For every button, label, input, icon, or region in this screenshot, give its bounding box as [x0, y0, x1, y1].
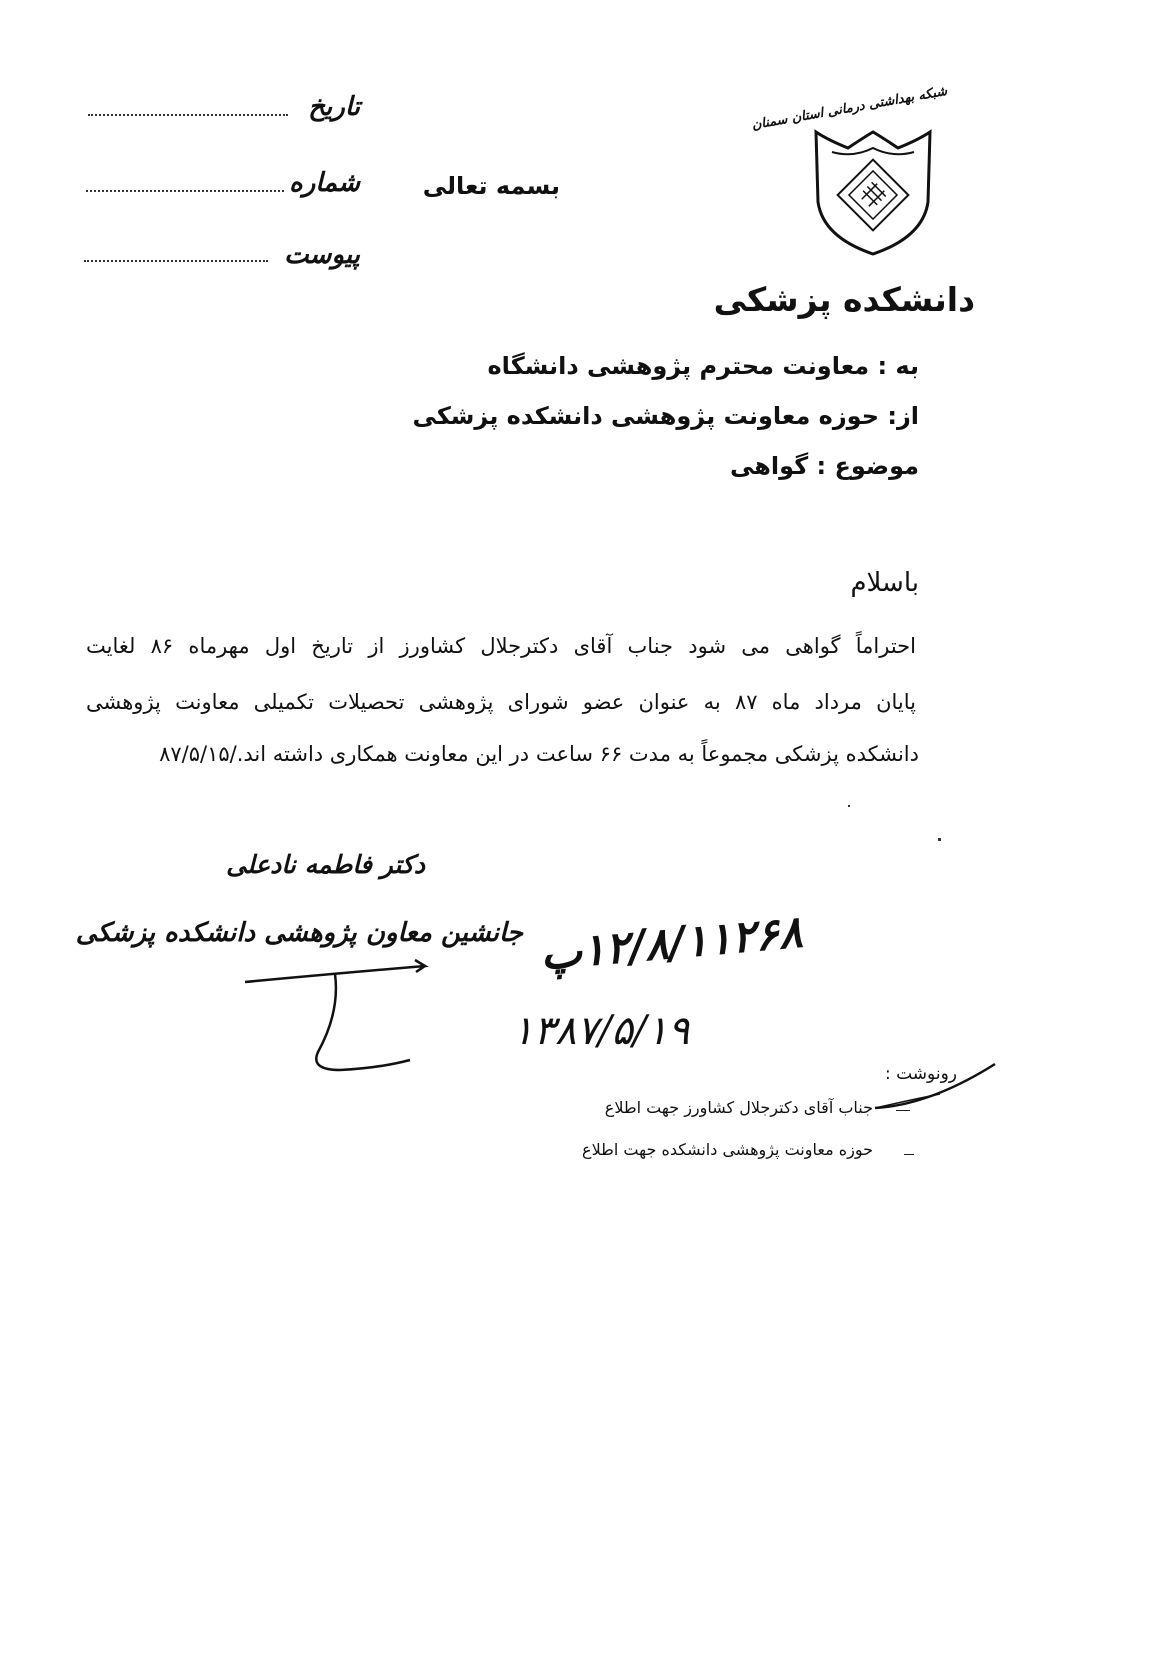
cc-pen-stroke	[870, 1060, 1000, 1120]
body-line-1: احتراماً گواهی می شود جناب آقای دکترجلال کشاورز از تاریخ اول مهرماه ۸۶ لغایت	[86, 634, 916, 658]
handwritten-signature	[240, 952, 460, 1082]
basmala: بسمه تعالی	[422, 172, 560, 200]
signer-title: جانشین معاون پژوهشی دانشکده پزشکی	[75, 918, 523, 948]
cc-item-2: حوزه معاونت پژوهشی دانشکده جهت اطلاع	[582, 1140, 873, 1159]
cc-label: رونوشت :	[884, 1064, 957, 1084]
number-label: شماره	[289, 168, 360, 198]
body-line-2: پایان مرداد ماه ۸۷ به عنوان عضو شورای پژوهشی تحصیلات تکمیلی معاونت پژوهشی	[86, 690, 916, 714]
signer-name: دکتر فاطمه نادعلی	[226, 850, 425, 879]
cc-bullet-2	[904, 1154, 914, 1155]
attachment-label: پیوست	[284, 240, 360, 270]
attachment-field	[84, 260, 268, 262]
scan-speck	[938, 838, 941, 841]
sender-line: از: حوزه معاونت پژوهشی دانشکده پزشکی	[412, 402, 919, 430]
greeting: باسلام	[850, 568, 919, 598]
number-field	[86, 190, 284, 192]
subject-line: موضوع : گواهی	[730, 452, 919, 480]
faculty-title: دانشکده پزشکی	[713, 280, 975, 319]
cc-bullet-1	[896, 1110, 910, 1111]
recipient-line: به : معاونت محترم پژوهشی دانشگاه	[487, 352, 919, 380]
registration-number: ۱۲/۸/۱۱۲۶۸پ	[538, 906, 805, 981]
date-field	[88, 114, 288, 116]
body-line-3: دانشکده پزشکی مجموعاً به مدت ۶۶ ساعت در این معاونت همکاری داشته اند./۸۷/۵/۱۵	[159, 742, 919, 766]
scan-speck	[848, 805, 850, 807]
cc-item-1: جناب آقای دکترجلال کشاورز جهت اطلاع	[604, 1098, 873, 1117]
emblem-caption: شبکه بهداشتی درمانی استان سمنان	[750, 83, 949, 134]
date-label: تاریخ	[308, 92, 360, 122]
registration-date: ۱۳۸۷/۵/۱۹	[512, 1008, 690, 1054]
